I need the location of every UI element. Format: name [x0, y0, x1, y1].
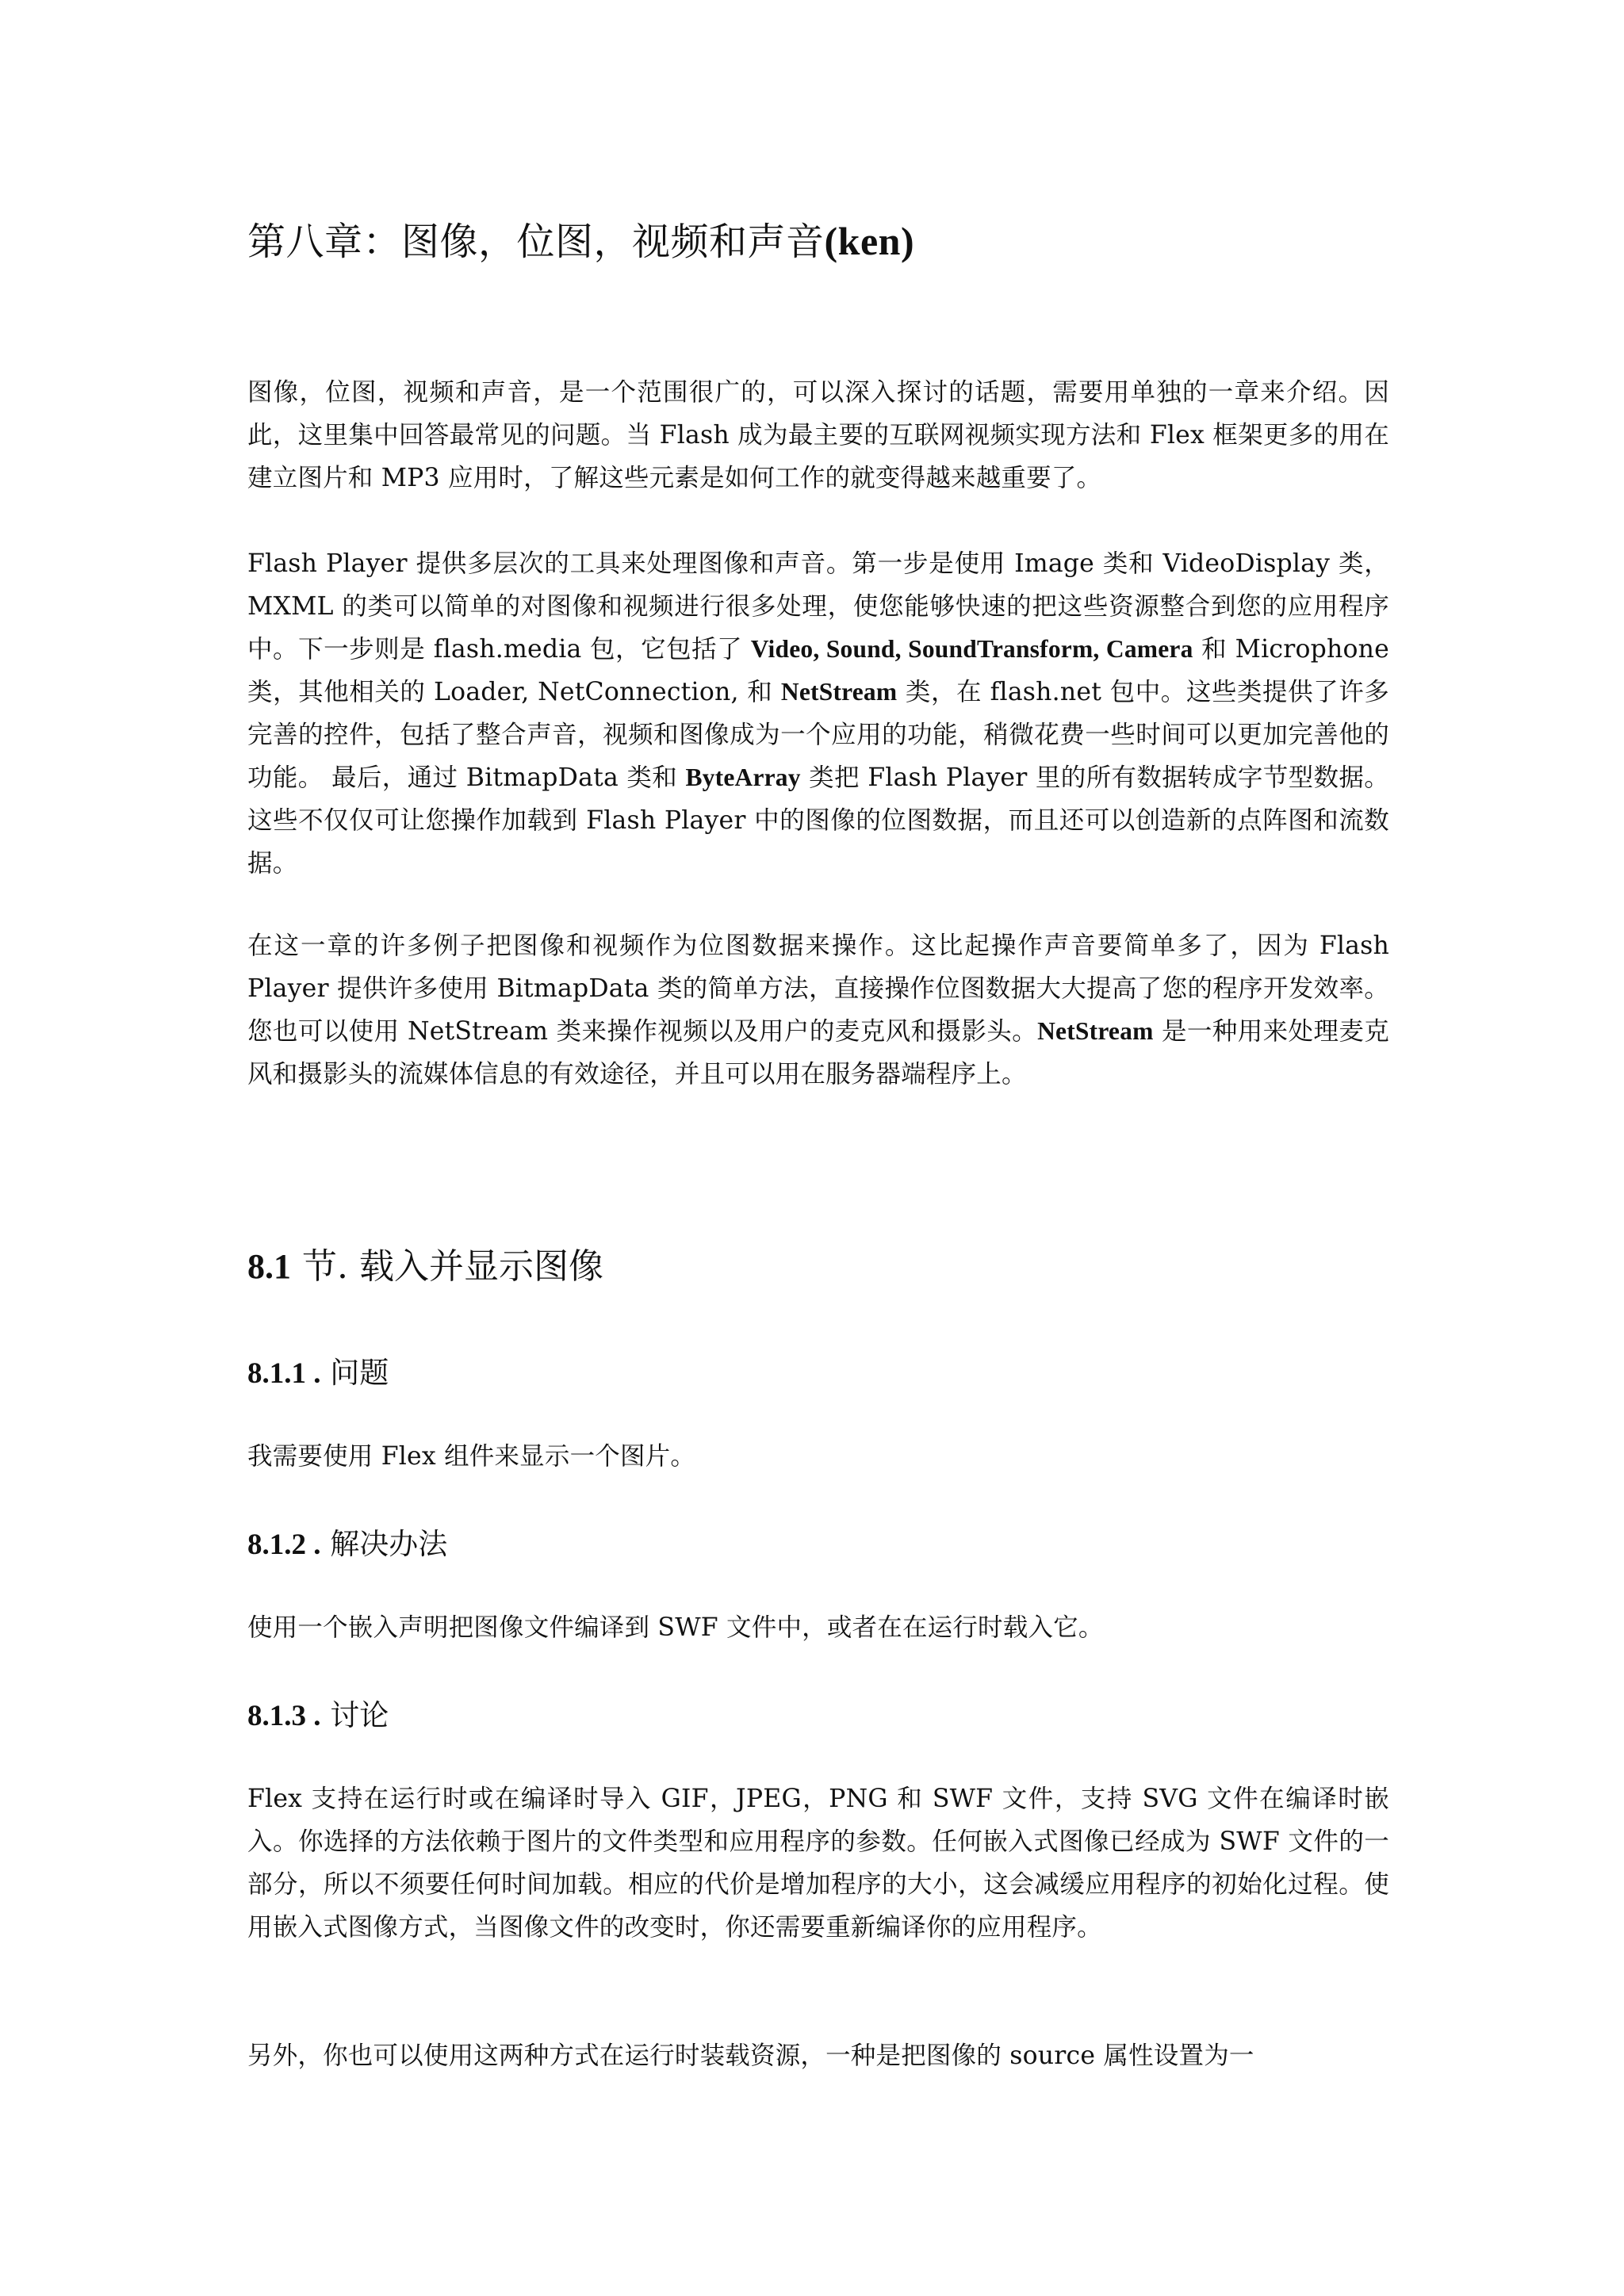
problem-title: 问题	[320, 1356, 389, 1390]
intro-p2-bold-bytearray: ByteArray	[685, 763, 801, 791]
discussion-number: 8.1.3 .	[247, 1700, 321, 1732]
section-title: 节. 载入并显示图像	[291, 1246, 603, 1287]
chapter-title	[247, 216, 1389, 267]
discussion-paragraph-2: 另外，你也可以使用这两种方式在运行时装载资源，一种是把图像的 source 属性设置为一	[247, 2042, 1254, 2070]
intro-p3-text-2: 是一种用来处理麦克风和摄影头的流媒体信息的有效途径，并且可以用在服务器端程序上。	[247, 1017, 1389, 1089]
intro-paragraph-1: 图像，位图，视频和声音，是一个范围很广的，可以深入探讨的话题，需要用单独的一章来介绍。因此，这里集中回答最常见的问题。当 Flash 成为最主要的互联网视频实现方法和 Flex 框架更多的用在建立图片和 MP3 应用时，了解这些元素是如何工作的就变得越来越重要了。	[247, 378, 1389, 492]
solution-heading	[247, 1524, 1389, 1566]
chapter-title-suffix: (ken)	[824, 219, 915, 263]
discussion-title: 讨论	[320, 1698, 389, 1732]
intro-p2-bold-classes: Video, Sound, SoundTransform, Camera	[750, 635, 1193, 663]
intro-p2-text-3: 类，在 flash.net 包中。这些类提供了许多完善的控件，包括了整合声音，视频和图像成为一个应用的功能，稍微花费一些时间可以更加完善他的功能。 最后，通过 BitmapData 类和	[247, 678, 1389, 792]
intro-p2-bold-netstream: NetStream	[780, 678, 898, 706]
discussion-paragraph-1: Flex 支持在运行时或在编译时导入 GIF，JPEG，PNG 和 SWF 文件，支持 SVG 文件在编译时嵌入。你选择的方法依赖于图片的文件类型和应用程序的参数。任何嵌入式图像已经成为 SWF 文件的一部分，所以不须要任何时间加载。相应的代价是增加程序的大小，这会减缓应用程序的初始化过程。使用嵌入式图像方式，当图像文件的改变时，你还需要重新编译你的应用程序。	[247, 1785, 1389, 1942]
chapter-title-text: 第八章：图像，位图，视频和声音	[247, 220, 825, 264]
intro-p3-bold-netstream: NetStream	[1037, 1017, 1154, 1045]
intro-p2-text-1: Flash Player 提供多层次的工具来处理图像和声音。第一步是使用 Image 类和 VideoDisplay 类，MXML 的类可以简单的对图像和视频进行很多处理，使您能够快速的把这些资源整合到您的应用程序中。下一步则是 flash.media 包，它包括了	[247, 549, 1389, 664]
intro-p2-text-2: 和 Microphone 类，其他相关的 Loader, NetConnection, 和	[247, 635, 1390, 706]
problem-heading	[247, 1353, 1389, 1395]
intro-p3-text-1: 在这一章的许多例子把图像和视频作为位图数据来操作。这比起操作声音要简单多了，因为 Flash Player 提供许多使用 BitmapData 类的简单方法，直接操作位图数据大大提高了您的程序开发效率。您也可以使用 NetStream 类来操作视频以及用户的麦克风和摄影头。	[247, 932, 1389, 1046]
section-number: 8.1	[247, 1247, 291, 1286]
intro-paragraph-3	[247, 924, 1389, 1096]
discussion-heading	[247, 1695, 1389, 1737]
solution-number: 8.1.2 .	[247, 1529, 321, 1561]
problem-number: 8.1.1 .	[247, 1357, 321, 1390]
solution-text: 使用一个嵌入声明把图像文件编译到 SWF 文件中，或者在在运行时载入它。	[247, 1613, 1104, 1642]
section-heading	[247, 1243, 1389, 1291]
solution-title: 解决办法	[320, 1527, 448, 1561]
intro-p2-text-4: 类把 Flash Player 里的所有数据转成字节型数据。这些不仅仅可让您操作加载到 Flash Player 中的图像的位图数据，而且还可以创造新的点阵图和流数据。	[247, 763, 1389, 878]
intro-paragraph-2	[247, 542, 1389, 885]
problem-text: 我需要使用 Flex 组件来显示一个图片。	[247, 1442, 696, 1471]
